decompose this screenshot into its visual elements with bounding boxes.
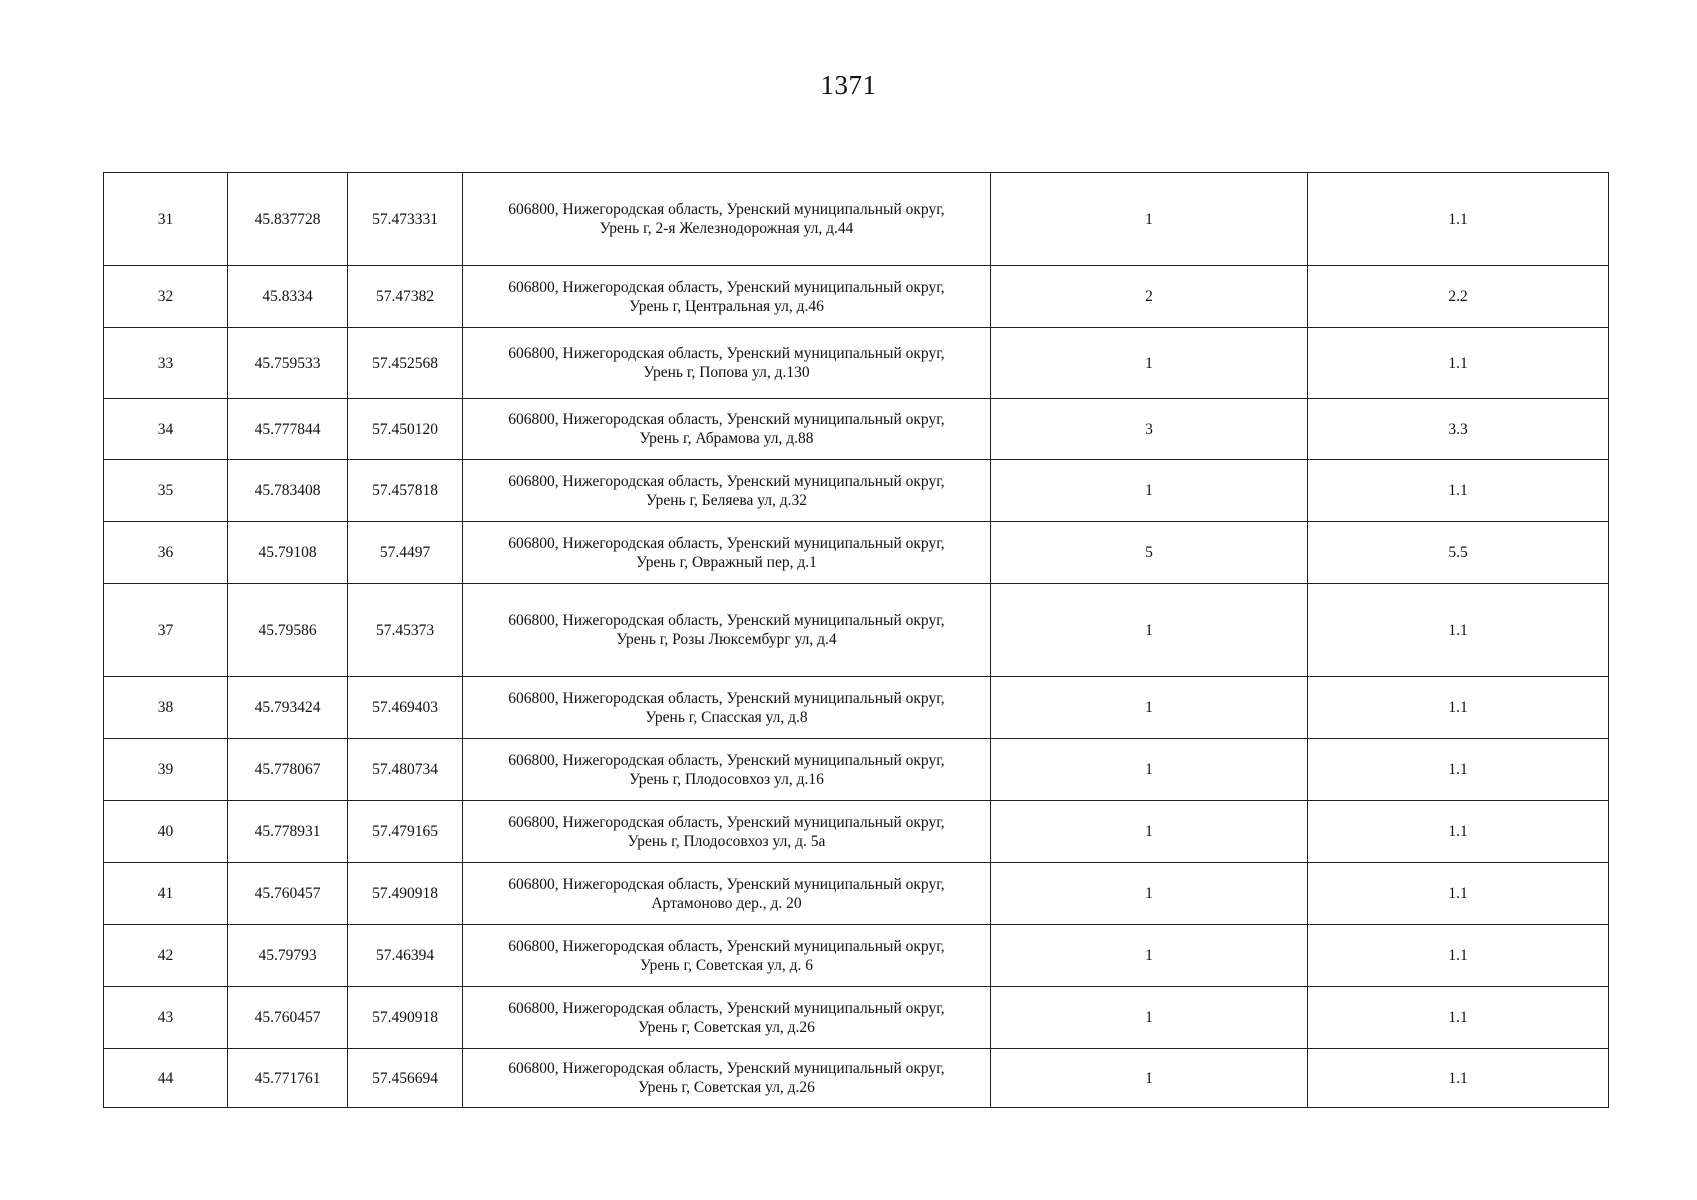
- address-cell: [463, 987, 991, 1049]
- container-count-cell: 1: [991, 584, 1308, 677]
- address-line-2: Урень г, Центральная ул, д.46: [629, 297, 824, 315]
- table-row: [104, 522, 1609, 584]
- address-line-1: 606800, Нижегородская область, Уренский муниципальный округ,: [508, 534, 945, 552]
- container-count-cell: 1: [991, 739, 1308, 801]
- row-number-cell: 43: [104, 987, 228, 1049]
- container-count-cell: 1: [991, 863, 1308, 925]
- longitude-cell: 45.79586: [228, 584, 348, 677]
- latitude-cell: 57.46394: [348, 925, 463, 987]
- address-cell: [463, 522, 991, 584]
- address-line-1: 606800, Нижегородская область, Уренский муниципальный округ,: [508, 937, 945, 955]
- container-volume-cell: 2.2: [1308, 266, 1609, 328]
- address-line-2: Урень г, Беляева ул, д.32: [645, 491, 808, 509]
- table-row: [104, 399, 1609, 460]
- container-volume-cell: 1.1: [1308, 584, 1609, 677]
- row-number-cell: 37: [104, 584, 228, 677]
- container-volume-cell: 1.1: [1308, 173, 1609, 266]
- row-number-cell: 35: [104, 460, 228, 522]
- address-line-2: Урень г, Розы Люксембург ул, д.4: [616, 631, 837, 648]
- address-line-1: 606800, Нижегородская область, Уренский муниципальный округ,: [508, 689, 945, 707]
- latitude-cell: 57.456694: [348, 1049, 463, 1108]
- address-line-1: 606800, Нижегородская область, Уренский муниципальный округ,: [508, 1060, 945, 1077]
- container-volume-cell: 3.3: [1308, 399, 1609, 460]
- longitude-cell: 45.777844: [228, 399, 348, 460]
- address-line-2: Урень г, Плодосовхоз ул, д.16: [629, 770, 824, 788]
- address-line-1: 606800, Нижегородская область, Уренский муниципальный округ,: [508, 813, 945, 831]
- table-row: [104, 1049, 1609, 1108]
- address-line-2: Урень г, Спасская ул, д.8: [645, 708, 808, 726]
- longitude-cell: 45.778067: [228, 739, 348, 801]
- address-line-2: Урень г, Советская ул, д.26: [638, 1018, 815, 1036]
- address-line-1: 606800, Нижегородская область, Уренский муниципальный округ,: [508, 345, 945, 362]
- latitude-cell: 57.490918: [348, 863, 463, 925]
- address-line-1: 606800, Нижегородская область, Уренский муниципальный округ,: [508, 612, 945, 629]
- table-row: [104, 987, 1609, 1049]
- container-volume-cell: 1.1: [1308, 328, 1609, 399]
- container-volume-cell: 5.5: [1308, 522, 1609, 584]
- address-line-1: 606800, Нижегородская область, Уренский муниципальный округ,: [508, 472, 945, 490]
- table-row: [104, 584, 1609, 677]
- table-row: [104, 328, 1609, 399]
- longitude-cell: 45.771761: [228, 1049, 348, 1108]
- longitude-cell: 45.783408: [228, 460, 348, 522]
- row-number-cell: 36: [104, 522, 228, 584]
- latitude-cell: 57.480734: [348, 739, 463, 801]
- latitude-cell: 57.473331: [348, 173, 463, 266]
- row-number-cell: 44: [104, 1049, 228, 1108]
- container-count-cell: 1: [991, 925, 1308, 987]
- address-cell: [463, 925, 991, 987]
- row-number-cell: 41: [104, 863, 228, 925]
- address-cell: [463, 677, 991, 739]
- table-row: [104, 801, 1609, 863]
- address-cell: [463, 584, 991, 677]
- address-line-1: 606800, Нижегородская область, Уренский муниципальный округ,: [508, 201, 945, 218]
- container-volume-cell: 1.1: [1308, 739, 1609, 801]
- table-row: [104, 266, 1609, 328]
- container-volume-cell: 1.1: [1308, 863, 1609, 925]
- container-count-cell: 3: [991, 399, 1308, 460]
- longitude-cell: 45.837728: [228, 173, 348, 266]
- registry-table-body: [104, 173, 1609, 1108]
- latitude-cell: 57.457818: [348, 460, 463, 522]
- container-volume-cell: 1.1: [1308, 677, 1609, 739]
- latitude-cell: 57.45373: [348, 584, 463, 677]
- row-number-cell: 34: [104, 399, 228, 460]
- address-cell: [463, 399, 991, 460]
- longitude-cell: 45.759533: [228, 328, 348, 399]
- address-cell: [463, 739, 991, 801]
- row-number-cell: 32: [104, 266, 228, 328]
- container-count-cell: 1: [991, 1049, 1308, 1108]
- longitude-cell: 45.760457: [228, 987, 348, 1049]
- longitude-cell: 45.778931: [228, 801, 348, 863]
- longitude-cell: 45.793424: [228, 677, 348, 739]
- container-volume-cell: 1.1: [1308, 1049, 1609, 1108]
- container-count-cell: 1: [991, 173, 1308, 266]
- address-cell: [463, 863, 991, 925]
- latitude-cell: 57.452568: [348, 328, 463, 399]
- page-number: 1371: [820, 70, 877, 100]
- latitude-cell: 57.469403: [348, 677, 463, 739]
- latitude-cell: 57.490918: [348, 987, 463, 1049]
- container-count-cell: 1: [991, 328, 1308, 399]
- table-row: [104, 677, 1609, 739]
- container-volume-cell: 1.1: [1308, 801, 1609, 863]
- table-row: [104, 460, 1609, 522]
- address-cell: [463, 1049, 991, 1108]
- row-number-cell: 31: [104, 173, 228, 266]
- table-row: [104, 739, 1609, 801]
- address-line-2: Урень г, 2-я Железнодорожная ул, д.44: [599, 220, 854, 237]
- address-line-2: Урень г, Плодосовхоз ул, д. 5а: [627, 832, 826, 850]
- latitude-cell: 57.4497: [348, 522, 463, 584]
- container-volume-cell: 1.1: [1308, 925, 1609, 987]
- address-line-2: Урень г, Советская ул, д.26: [638, 1079, 815, 1096]
- container-count-cell: 1: [991, 987, 1308, 1049]
- address-cell: [463, 328, 991, 399]
- table-row: [104, 173, 1609, 266]
- address-line-1: 606800, Нижегородская область, Уренский муниципальный округ,: [508, 999, 945, 1017]
- latitude-cell: 57.450120: [348, 399, 463, 460]
- row-number-cell: 38: [104, 677, 228, 739]
- container-count-cell: 2: [991, 266, 1308, 328]
- container-count-cell: 1: [991, 801, 1308, 863]
- container-volume-cell: 1.1: [1308, 460, 1609, 522]
- row-number-cell: 40: [104, 801, 228, 863]
- longitude-cell: 45.79108: [228, 522, 348, 584]
- address-cell: [463, 173, 991, 266]
- row-number-cell: 39: [104, 739, 228, 801]
- container-count-cell: 1: [991, 677, 1308, 739]
- address-line-2: Артамоново дер., д. 20: [651, 894, 802, 912]
- table-row: [104, 863, 1609, 925]
- container-volume-cell: 1.1: [1308, 987, 1609, 1049]
- container-count-cell: 5: [991, 522, 1308, 584]
- row-number-cell: 42: [104, 925, 228, 987]
- address-line-1: 606800, Нижегородская область, Уренский муниципальный округ,: [508, 411, 945, 428]
- latitude-cell: 57.479165: [348, 801, 463, 863]
- latitude-cell: 57.47382: [348, 266, 463, 328]
- longitude-cell: 45.79793: [228, 925, 348, 987]
- address-line-2: Урень г, Попова ул, д.130: [643, 364, 810, 381]
- address-cell: [463, 266, 991, 328]
- address-line-1: 606800, Нижегородская область, Уренский муниципальный округ,: [508, 751, 945, 769]
- longitude-cell: 45.760457: [228, 863, 348, 925]
- address-line-2: Урень г, Овражный пер, д.1: [636, 553, 817, 571]
- registry-table: [103, 172, 1609, 1108]
- container-count-cell: 1: [991, 460, 1308, 522]
- address-line-2: Урень г, Советская ул, д. 6: [640, 956, 813, 974]
- address-line-2: Урень г, Абрамова ул, д.88: [639, 430, 814, 447]
- longitude-cell: 45.8334: [228, 266, 348, 328]
- address-line-1: 606800, Нижегородская область, Уренский муниципальный округ,: [508, 875, 945, 893]
- row-number-cell: 33: [104, 328, 228, 399]
- table-row: [104, 925, 1609, 987]
- address-line-1: 606800, Нижегородская область, Уренский муниципальный округ,: [508, 278, 945, 296]
- address-cell: [463, 460, 991, 522]
- address-cell: [463, 801, 991, 863]
